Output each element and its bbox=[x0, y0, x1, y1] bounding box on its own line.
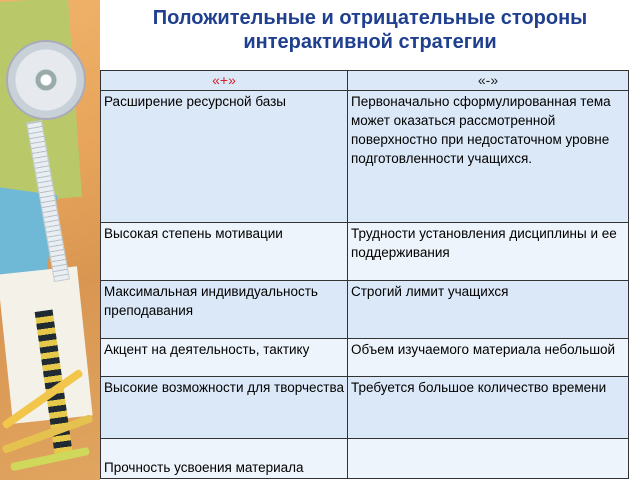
page-title: Положительные и отрицательные стороны интерактивной стратегии bbox=[152, 7, 588, 53]
pencil-icon bbox=[10, 447, 90, 471]
table-row bbox=[101, 339, 629, 377]
plus-cell: Максимальная индивидуальность преподавания bbox=[101, 281, 348, 339]
pros-cons-table bbox=[100, 70, 629, 479]
table-header-row bbox=[101, 71, 629, 91]
header-plus: «+» bbox=[101, 71, 348, 91]
plus-cell: Акцент на деятельность, тактику bbox=[101, 339, 348, 377]
plus-cell: Высокие возможности для творчества bbox=[101, 377, 348, 439]
table-row bbox=[101, 439, 629, 479]
table-row bbox=[101, 91, 629, 223]
header-minus: «-» bbox=[348, 71, 629, 91]
minus-cell: Трудности установления дисциплины и ее поддерживания bbox=[348, 223, 629, 281]
cd-disc-icon bbox=[6, 40, 86, 120]
desk-background bbox=[0, 0, 100, 480]
table-row bbox=[101, 223, 629, 281]
minus-cell: Требуется большое количество времени bbox=[348, 377, 629, 439]
plus-cell: Высокая степень мотивации bbox=[101, 223, 348, 281]
plus-cell: Расширение ресурсной базы bbox=[101, 91, 348, 223]
minus-cell: Объем изучаемого материала небольшой bbox=[348, 339, 629, 377]
minus-cell: Строгий лимит учащихся bbox=[348, 281, 629, 339]
table-row bbox=[101, 377, 629, 439]
minus-cell: Первоначально сформулированная тема может оказаться рассмотренной поверхностно при недостаточном уровне подготовленности учащихся. bbox=[348, 91, 629, 223]
minus-cell bbox=[348, 439, 629, 479]
table-row bbox=[101, 281, 629, 339]
plus-cell: Прочность усвоения материала bbox=[101, 439, 348, 479]
